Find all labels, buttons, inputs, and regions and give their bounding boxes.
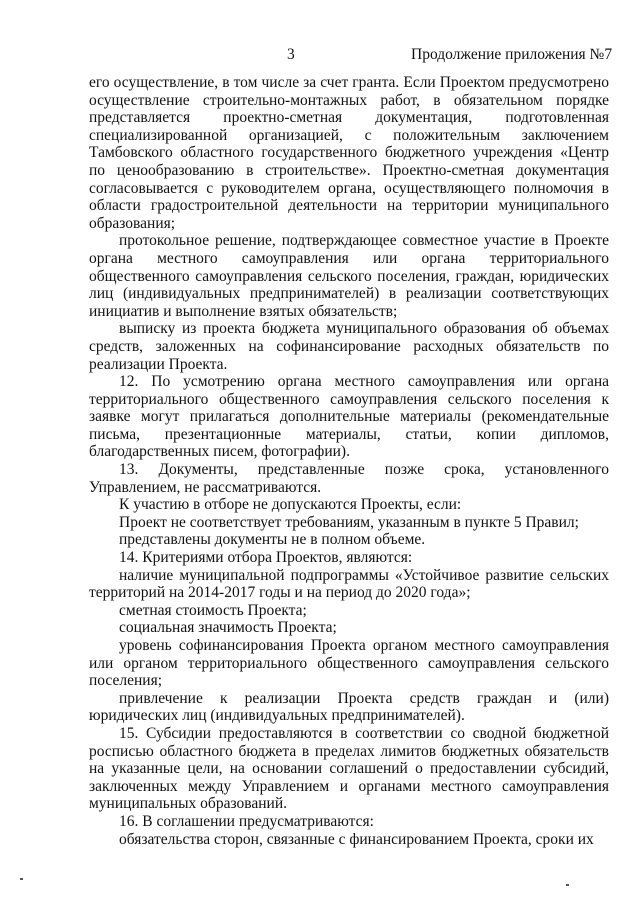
appendix-heading: Продолжение приложения №7	[411, 46, 613, 63]
paragraph: социальная значимость Проекта;	[119, 619, 337, 637]
paragraph: его осуществление, в том числе за счет гранта. Если Проектом предусмотрено осуществление строительно-монтажных работ, в обязательном порядке представляется проектно-сметная документация, подготовленная специализированной организацией, с положительным заключением Тамбовского областного государственного бюджетного учреждения «Центр по ценообразованию в строительстве». Проектно-сметная документация согласовывается с руководителем органа, осуществляющего полномочия в области градостроительной деятельности на территории муниципального образования;	[89, 74, 609, 232]
paragraph: сметная стоимость Проекта;	[119, 601, 307, 619]
paragraph: 13. Документы, представленные позже срока, установленного Управлением, не рассматриваются.	[89, 461, 609, 496]
document-body	[89, 74, 609, 848]
paragraph: выписку из проекта бюджета муниципального образования об объемах средств, заложенных на софинансирование расходных обязательств по реализации Проекта.	[89, 320, 609, 373]
paragraph: представлены документы не в полном объеме.	[119, 531, 426, 549]
paragraph: 14. Критериями отбора Проектов, являются:	[119, 549, 413, 567]
paragraph: 16. В соглашении предусматриваются:	[119, 812, 374, 830]
paragraph: 15. Субсидии предоставляются в соответствии со сводной бюджетной росписью областного бюджета в пределах лимитов бюджетных обязательств на указанные цели, на основании соглашений о предоставлении субсидий, заключенных между Управлением и органами местного самоуправления муниципальных образований.	[89, 724, 609, 813]
paragraph: привлечение к реализации Проекта средств граждан и (или) юридических лиц (индивидуальных предпринимателей).	[89, 689, 609, 725]
page-number: 3	[287, 46, 295, 63]
paragraph: Проект не соответствует требованиям, указанным в пункте 5 Правил;	[119, 513, 579, 531]
paragraph: К участию в отборе не допускаются Проекты, если:	[119, 496, 462, 514]
scan-speck	[566, 884, 569, 886]
paragraph: обязательства сторон, связанные с финансированием Проекта, сроки их	[119, 830, 594, 848]
paragraph: уровень софинансирования Проекта органом местного самоуправления или органом территориального общественного самоуправления сельского поселения;	[89, 637, 609, 690]
paragraph: протокольное решение, подтверждающее совместное участие в Проекте органа местного самоуправления или органа территориального общественного самоуправления сельского поселения, граждан, юридических лиц (индивидуальных предпринимателей) в реализации соответствующих инициатив и выполнение взятых обязательств;	[89, 232, 609, 320]
paragraph: 12. По усмотрению органа местного самоуправления или органа территориального общественного самоуправления сельского поселения к заявке могут прилагаться дополнительные материалы (рекомендательные письма, презентационные материалы, статьи, копии дипломов, благодарственных писем, фотографии).	[89, 373, 609, 461]
scan-speck	[20, 878, 23, 880]
paragraph: наличие муниципальной подпрограммы «Устойчивое развитие сельских территорий на 2014-2017 годы и на период до 2020 года»;	[89, 566, 609, 602]
